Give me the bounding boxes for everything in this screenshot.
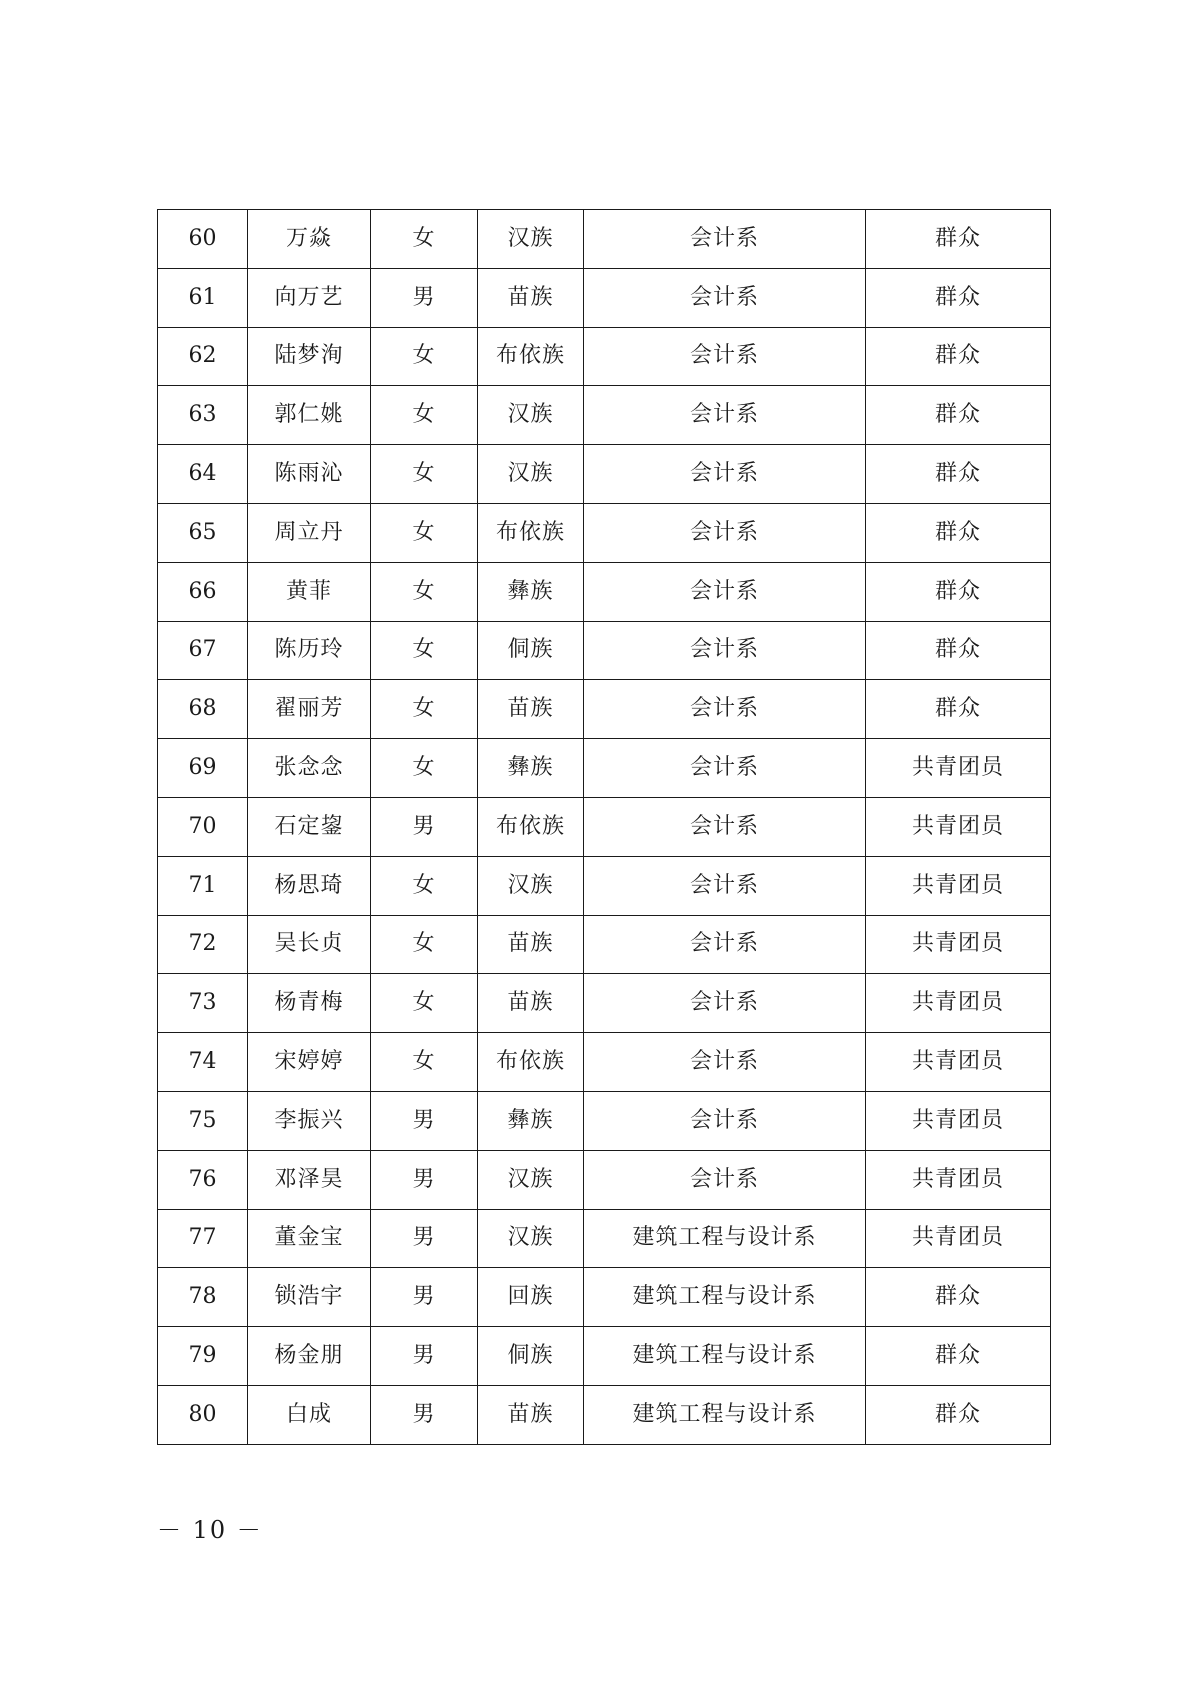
- cell-ethnicity: 彝族: [478, 739, 584, 798]
- cell-department: 会计系: [584, 797, 866, 856]
- cell-political-status: 共青团员: [866, 1209, 1051, 1268]
- cell-gender: 女: [371, 327, 478, 386]
- table-row: [158, 1268, 1051, 1327]
- table-row: [158, 503, 1051, 562]
- cell-ethnicity: 苗族: [478, 268, 584, 327]
- cell-name: 陈雨沁: [248, 445, 371, 504]
- table-row: [158, 974, 1051, 1033]
- table-row: [158, 1209, 1051, 1268]
- cell-ethnicity: 苗族: [478, 915, 584, 974]
- cell-gender: 女: [371, 503, 478, 562]
- cell-gender: 女: [371, 739, 478, 798]
- cell-department: 建筑工程与设计系: [584, 1268, 866, 1327]
- cell-name: 邓泽昊: [248, 1150, 371, 1209]
- cell-ethnicity: 汉族: [478, 386, 584, 445]
- cell-gender: 女: [371, 621, 478, 680]
- cell-name: 宋婷婷: [248, 1033, 371, 1092]
- cell-ethnicity: 彝族: [478, 1091, 584, 1150]
- cell-name: 陆梦洵: [248, 327, 371, 386]
- cell-department: 会计系: [584, 327, 866, 386]
- table-row: [158, 1150, 1051, 1209]
- cell-serial-number: 67: [158, 621, 248, 680]
- cell-serial-number: 71: [158, 856, 248, 915]
- cell-political-status: 共青团员: [866, 915, 1051, 974]
- cell-serial-number: 64: [158, 445, 248, 504]
- cell-ethnicity: 汉族: [478, 1150, 584, 1209]
- cell-name: 向万艺: [248, 268, 371, 327]
- cell-name: 杨金朋: [248, 1327, 371, 1386]
- cell-political-status: 群众: [866, 1268, 1051, 1327]
- cell-department: 会计系: [584, 1091, 866, 1150]
- cell-political-status: 群众: [866, 621, 1051, 680]
- cell-department: 会计系: [584, 562, 866, 621]
- cell-serial-number: 61: [158, 268, 248, 327]
- cell-ethnicity: 汉族: [478, 210, 584, 269]
- cell-department: 会计系: [584, 268, 866, 327]
- cell-serial-number: 74: [158, 1033, 248, 1092]
- table-row: [158, 562, 1051, 621]
- table-row: [158, 1385, 1051, 1444]
- cell-political-status: 群众: [866, 210, 1051, 269]
- table-row: [158, 386, 1051, 445]
- cell-political-status: 群众: [866, 327, 1051, 386]
- table-row: [158, 327, 1051, 386]
- cell-department: 会计系: [584, 210, 866, 269]
- table-row: [158, 268, 1051, 327]
- cell-gender: 女: [371, 562, 478, 621]
- cell-department: 会计系: [584, 739, 866, 798]
- cell-ethnicity: 彝族: [478, 562, 584, 621]
- cell-political-status: 共青团员: [866, 739, 1051, 798]
- cell-political-status: 共青团员: [866, 1091, 1051, 1150]
- roster-table: [157, 209, 1051, 1445]
- cell-ethnicity: 侗族: [478, 621, 584, 680]
- cell-name: 张念念: [248, 739, 371, 798]
- cell-department: 会计系: [584, 445, 866, 504]
- cell-ethnicity: 汉族: [478, 856, 584, 915]
- table-row: [158, 680, 1051, 739]
- cell-political-status: 群众: [866, 1385, 1051, 1444]
- cell-name: 郭仁姚: [248, 386, 371, 445]
- cell-serial-number: 72: [158, 915, 248, 974]
- cell-ethnicity: 汉族: [478, 1209, 584, 1268]
- cell-political-status: 群众: [866, 503, 1051, 562]
- cell-department: 会计系: [584, 1150, 866, 1209]
- cell-department: 会计系: [584, 503, 866, 562]
- cell-serial-number: 78: [158, 1268, 248, 1327]
- table-row: [158, 445, 1051, 504]
- cell-gender: 男: [371, 1385, 478, 1444]
- cell-ethnicity: 汉族: [478, 445, 584, 504]
- cell-serial-number: 80: [158, 1385, 248, 1444]
- cell-political-status: 共青团员: [866, 974, 1051, 1033]
- cell-department: 会计系: [584, 621, 866, 680]
- cell-gender: 女: [371, 210, 478, 269]
- cell-political-status: 共青团员: [866, 797, 1051, 856]
- cell-department: 会计系: [584, 386, 866, 445]
- table-row: [158, 856, 1051, 915]
- cell-serial-number: 66: [158, 562, 248, 621]
- cell-gender: 男: [371, 1209, 478, 1268]
- cell-serial-number: 75: [158, 1091, 248, 1150]
- cell-department: 会计系: [584, 856, 866, 915]
- cell-gender: 男: [371, 797, 478, 856]
- table-row: [158, 1091, 1051, 1150]
- cell-name: 陈历玲: [248, 621, 371, 680]
- cell-name: 锁浩宇: [248, 1268, 371, 1327]
- cell-department: 建筑工程与设计系: [584, 1209, 866, 1268]
- cell-political-status: 群众: [866, 1327, 1051, 1386]
- cell-political-status: 群众: [866, 268, 1051, 327]
- cell-ethnicity: 侗族: [478, 1327, 584, 1386]
- cell-name: 万焱: [248, 210, 371, 269]
- cell-department: 建筑工程与设计系: [584, 1385, 866, 1444]
- cell-political-status: 群众: [866, 562, 1051, 621]
- cell-name: 董金宝: [248, 1209, 371, 1268]
- cell-gender: 男: [371, 1327, 478, 1386]
- cell-ethnicity: 苗族: [478, 680, 584, 739]
- cell-name: 石定鋆: [248, 797, 371, 856]
- cell-serial-number: 60: [158, 210, 248, 269]
- cell-gender: 女: [371, 915, 478, 974]
- cell-serial-number: 62: [158, 327, 248, 386]
- table-row: [158, 210, 1051, 269]
- roster-table-body: [158, 210, 1051, 1445]
- cell-political-status: 共青团员: [866, 1033, 1051, 1092]
- cell-gender: 男: [371, 1150, 478, 1209]
- cell-gender: 女: [371, 856, 478, 915]
- table-row: [158, 915, 1051, 974]
- table-row: [158, 1327, 1051, 1386]
- cell-serial-number: 68: [158, 680, 248, 739]
- cell-serial-number: 65: [158, 503, 248, 562]
- cell-name: 周立丹: [248, 503, 371, 562]
- table-row: [158, 1033, 1051, 1092]
- cell-department: 建筑工程与设计系: [584, 1327, 866, 1386]
- cell-name: 吴长贞: [248, 915, 371, 974]
- cell-department: 会计系: [584, 1033, 866, 1092]
- cell-name: 李振兴: [248, 1091, 371, 1150]
- cell-gender: 男: [371, 268, 478, 327]
- cell-serial-number: 73: [158, 974, 248, 1033]
- cell-ethnicity: 布依族: [478, 1033, 584, 1092]
- cell-ethnicity: 回族: [478, 1268, 584, 1327]
- cell-gender: 女: [371, 386, 478, 445]
- cell-name: 翟丽芳: [248, 680, 371, 739]
- cell-department: 会计系: [584, 915, 866, 974]
- cell-gender: 女: [371, 1033, 478, 1092]
- cell-gender: 女: [371, 680, 478, 739]
- cell-gender: 女: [371, 445, 478, 504]
- cell-ethnicity: 布依族: [478, 797, 584, 856]
- table-row: [158, 621, 1051, 680]
- cell-serial-number: 77: [158, 1209, 248, 1268]
- cell-name: 黄菲: [248, 562, 371, 621]
- cell-department: 会计系: [584, 974, 866, 1033]
- cell-political-status: 群众: [866, 445, 1051, 504]
- cell-political-status: 共青团员: [866, 1150, 1051, 1209]
- page-number: － 10 －: [157, 1516, 263, 1544]
- cell-serial-number: 70: [158, 797, 248, 856]
- cell-ethnicity: 布依族: [478, 327, 584, 386]
- cell-political-status: 群众: [866, 386, 1051, 445]
- cell-political-status: 群众: [866, 680, 1051, 739]
- cell-gender: 女: [371, 974, 478, 1033]
- cell-ethnicity: 苗族: [478, 1385, 584, 1444]
- cell-name: 杨青梅: [248, 974, 371, 1033]
- cell-ethnicity: 苗族: [478, 974, 584, 1033]
- cell-name: 白成: [248, 1385, 371, 1444]
- cell-serial-number: 69: [158, 739, 248, 798]
- cell-gender: 男: [371, 1091, 478, 1150]
- cell-political-status: 共青团员: [866, 856, 1051, 915]
- cell-serial-number: 76: [158, 1150, 248, 1209]
- table-row: [158, 739, 1051, 798]
- cell-serial-number: 63: [158, 386, 248, 445]
- cell-gender: 男: [371, 1268, 478, 1327]
- cell-serial-number: 79: [158, 1327, 248, 1386]
- cell-name: 杨思琦: [248, 856, 371, 915]
- table-row: [158, 797, 1051, 856]
- cell-department: 会计系: [584, 680, 866, 739]
- cell-ethnicity: 布依族: [478, 503, 584, 562]
